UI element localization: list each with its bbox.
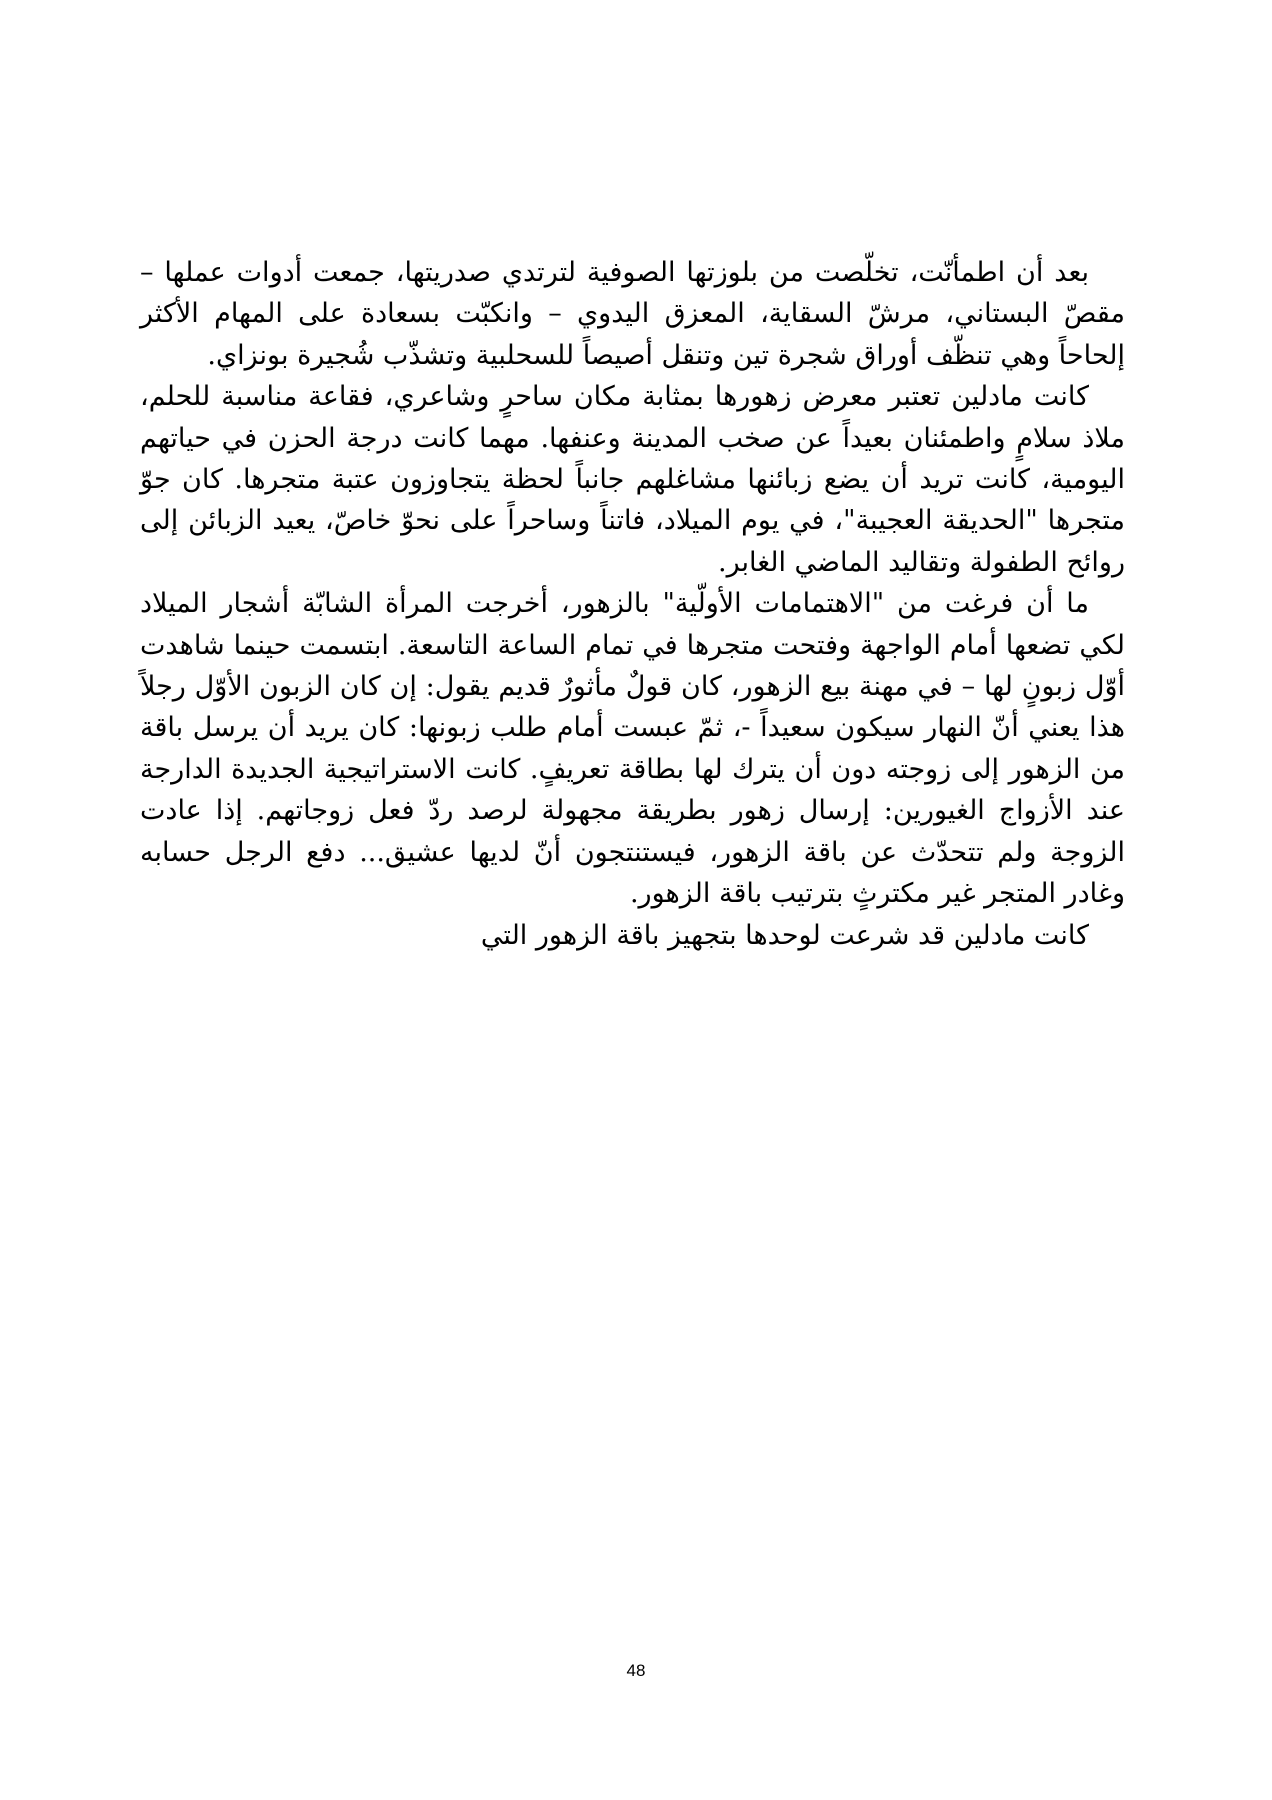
paragraph-4: كانت مادلين قد شرعت لوحدها بتجهيز باقة الزهور التي <box>480 919 1089 951</box>
paragraph-2: كانت مادلين تعتبر معرض زهورها بمثابة مكان ساحرٍ وشاعري، فقاعة مناسبة للحلم، ملاذ سلامٍ واطمئنان بعيداً عن صخب المدينة وعنفها. مهما كانت درجة الحزن في حياتهم اليومية، كانت تريد أن يضع زبائنها مشاغلهم جانباً لحظة يتجاوزون عتبة متجرها. كان جوّ متجرها "الحديقة العجيبة"، في يوم الميلاد، فاتناً وساحراً على نحوّ خاصّ، يعيد الزبائن إلى روائح الطفولة وتقاليد الماضي الغابر. <box>140 381 1126 578</box>
paragraph-1: بعد أن اطمأنّت، تخلّصت من بلوزتها الصوفية لترتدي صدريتها، جمعت أدوات عملها – مقصّ البستاني، مرشّ السقاية، المعزق اليدوي – وانكبّت بسعادة على المهام الأكثر إلحاحاً وهي تنظّف أوراق شجرة تين وتنقل أصيصاً للسحلبية وتشذّب شُجيرة بونزاي. <box>140 257 1125 371</box>
paragraph-3: ما أن فرغت من "الاهتمامات الأولّية" بالزهور، أخرجت المرأة الشابّة أشجار الميلاد لكي تضعها أمام الواجهة وفتحت متجرها في تمام الساعة التاسعة. ابتسمت حينما شاهدت أوّل زبونٍ لها – في مهنة بيع الزهور، كان قولٌ مأثورٌ قديم يقول: إن كان الزبون الأوّل رجلاً هذا يعني أنّ النهار سيكون سعيداً -، ثمّ عبست أمام طلب زبونها: كان يريد أن يرسل باقة من الزهور إلى زوجته دون أن يترك لها بطاقة تعريفٍ. كانت الاستراتيجية الجديدة الدارجة عند الأزواج الغيورين: إرسال زهور بطريقة مجهولة لرصد ردّ فعل زوجاتهم. إذا عادت الزوجة ولم تتحدّث عن باقة الزهور، فيستنتجون أنّ لديها عشيق... دفع الرجل حسابه وغادر المتجر غير مكترثٍ بترتيب باقة الزهور. <box>140 588 1125 910</box>
page-number: 48 <box>626 1661 646 1680</box>
body-text <box>140 252 1125 956</box>
